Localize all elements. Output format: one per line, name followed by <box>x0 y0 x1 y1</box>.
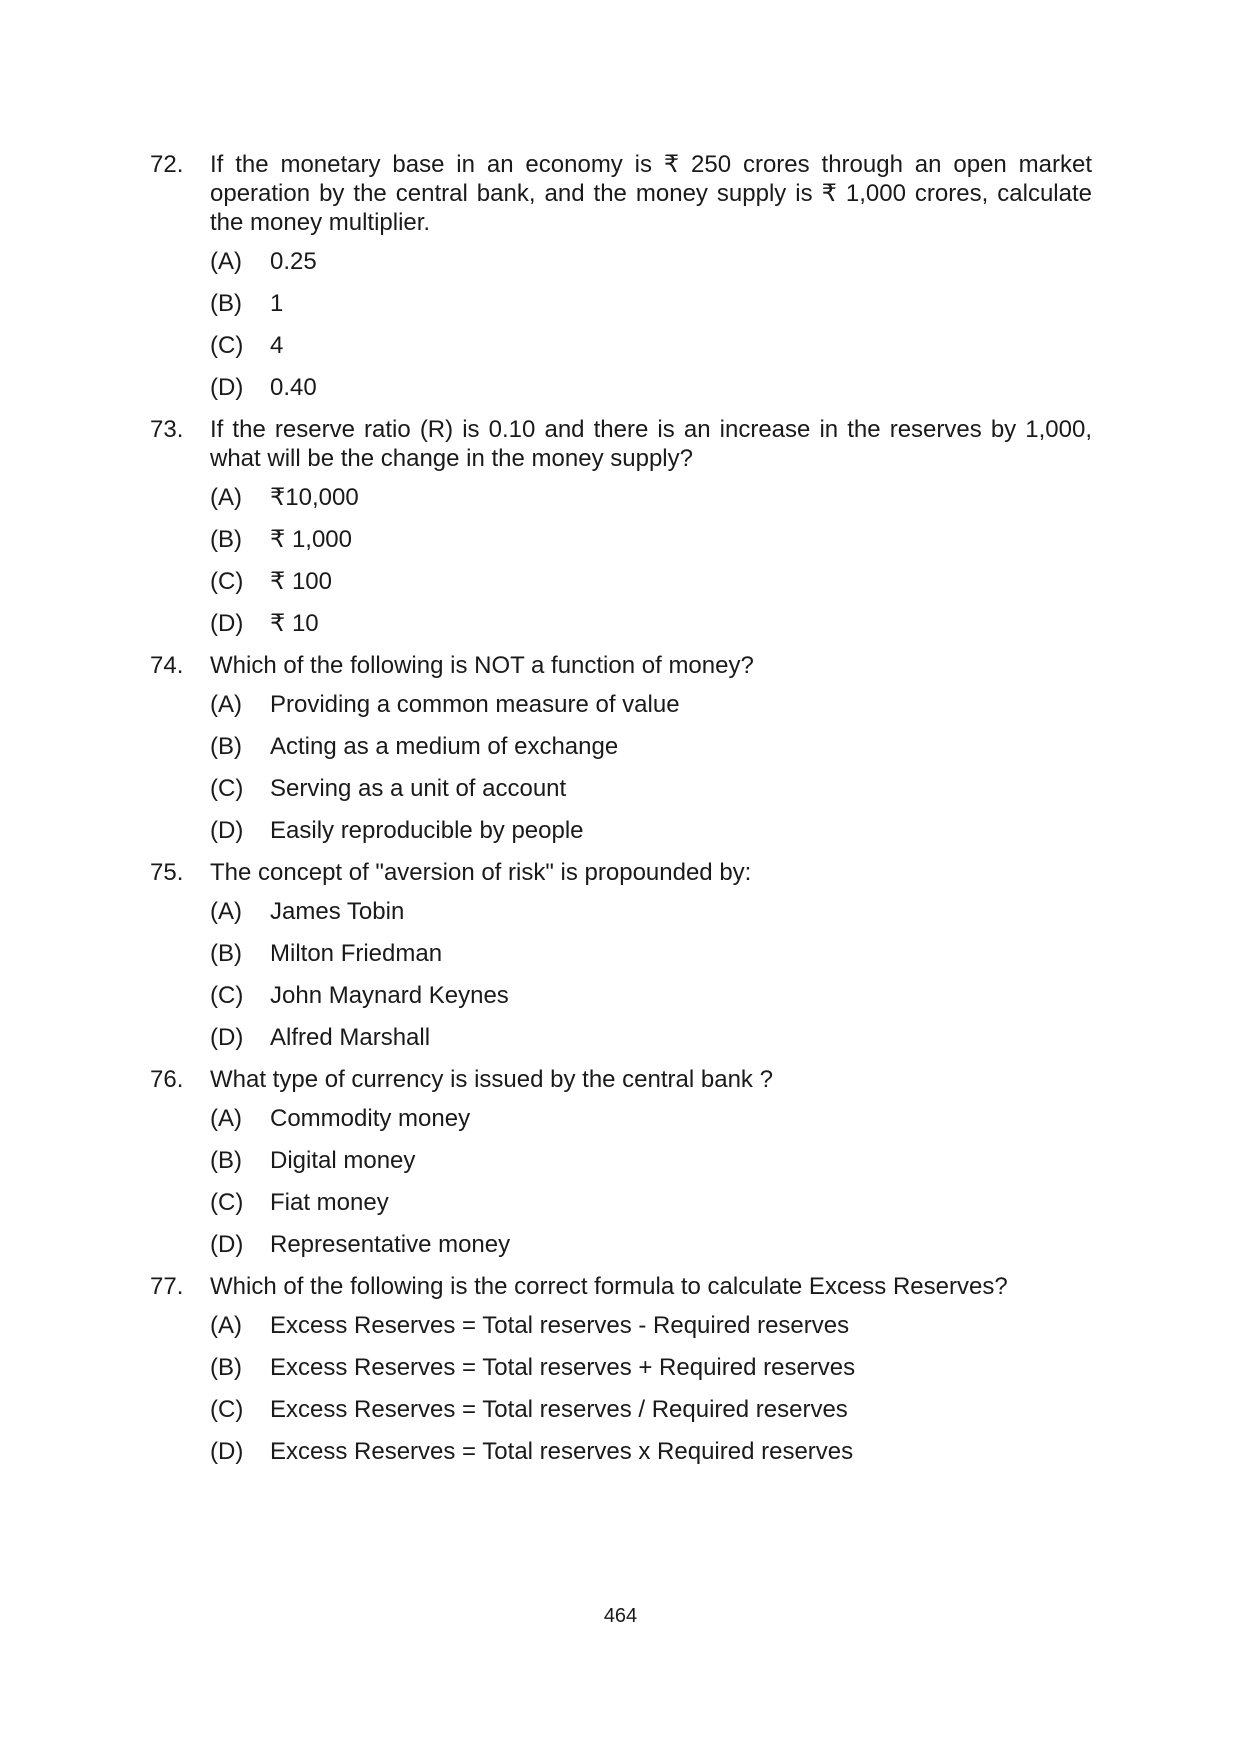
option-a <box>210 1311 1092 1340</box>
option-label: (D) <box>210 610 244 637</box>
option-a <box>210 247 1092 276</box>
option-label: (C) <box>210 1396 244 1423</box>
option-a <box>210 897 1092 926</box>
question-number: 77. <box>150 1273 184 1300</box>
option-label: (B) <box>210 733 242 760</box>
option-text: Acting as a medium of exchange <box>270 733 619 760</box>
option-list <box>210 483 1092 638</box>
option-text: ₹10,000 <box>270 484 359 511</box>
option-label: (A) <box>210 1312 242 1339</box>
option-text: Excess Reserves = Total reserves x Required reserves <box>270 1438 854 1465</box>
question-number: 75. <box>150 859 184 886</box>
option-a <box>210 1104 1092 1133</box>
option-label: (C) <box>210 568 244 595</box>
option-text: Representative money <box>270 1231 511 1258</box>
option-text: Serving as a unit of account <box>270 775 567 802</box>
option-text: 0.25 <box>270 248 317 275</box>
option-text: Excess Reserves = Total reserves - Required reserves <box>270 1312 850 1339</box>
option-label: (A) <box>210 248 242 275</box>
option-text: Fiat money <box>270 1189 389 1216</box>
option-c <box>210 567 1092 596</box>
option-text: Alfred Marshall <box>270 1024 431 1051</box>
option-d <box>210 816 1092 845</box>
question-number: 76. <box>150 1066 184 1093</box>
question-72 <box>150 150 1092 402</box>
option-text: 4 <box>270 332 284 359</box>
option-label: (D) <box>210 1231 244 1258</box>
option-b <box>210 939 1092 968</box>
option-a <box>210 483 1092 512</box>
question-77 <box>150 1272 1092 1466</box>
option-text: Easily reproducible by people <box>270 817 584 844</box>
option-c <box>210 331 1092 360</box>
question-text: The concept of "aversion of risk" is propounded by: <box>210 859 752 886</box>
option-text: ₹ 1,000 <box>270 526 352 553</box>
option-c <box>210 981 1092 1010</box>
option-list <box>210 1104 1092 1259</box>
option-label: (B) <box>210 1354 242 1381</box>
option-label: (A) <box>210 1105 242 1132</box>
option-b <box>210 1146 1092 1175</box>
option-text: ₹ 10 <box>270 610 319 637</box>
option-text: James Tobin <box>270 898 405 925</box>
option-list <box>210 247 1092 402</box>
option-text: John Maynard Keynes <box>270 982 509 1009</box>
option-c <box>210 1188 1092 1217</box>
option-label: (C) <box>210 1189 244 1216</box>
question-number: 73. <box>150 416 184 443</box>
option-d <box>210 1437 1092 1466</box>
option-label: (B) <box>210 940 242 967</box>
option-c <box>210 1395 1092 1424</box>
option-label: (B) <box>210 290 242 317</box>
option-label: (A) <box>210 898 242 925</box>
option-label: (A) <box>210 484 242 511</box>
option-label: (C) <box>210 332 244 359</box>
option-c <box>210 774 1092 803</box>
option-text: 0.40 <box>270 374 317 401</box>
question-75 <box>150 858 1092 1052</box>
option-text: ₹ 100 <box>270 568 332 595</box>
option-d <box>210 373 1092 402</box>
option-a <box>210 690 1092 719</box>
option-d <box>210 609 1092 638</box>
option-b <box>210 289 1092 318</box>
option-label: (C) <box>210 982 244 1009</box>
option-text: Excess Reserves = Total reserves + Required reserves <box>270 1354 856 1381</box>
option-label: (B) <box>210 526 242 553</box>
option-label: (D) <box>210 374 244 401</box>
option-label: (D) <box>210 1024 244 1051</box>
option-text: Excess Reserves = Total reserves / Required reserves <box>270 1396 848 1423</box>
option-label: (D) <box>210 1438 244 1465</box>
question-number: 74. <box>150 652 184 679</box>
option-text: Milton Friedman <box>270 940 443 967</box>
question-73 <box>150 415 1092 638</box>
option-b <box>210 732 1092 761</box>
question-74 <box>150 651 1092 845</box>
page-number: 464 <box>603 1605 638 1627</box>
option-b <box>210 525 1092 554</box>
option-d <box>210 1023 1092 1052</box>
option-label: (A) <box>210 691 242 718</box>
question-number: 72. <box>150 151 184 178</box>
option-b <box>210 1353 1092 1382</box>
option-list <box>210 1311 1092 1466</box>
question-list <box>150 150 1092 1479</box>
option-text: 1 <box>270 290 284 317</box>
option-text: Providing a common measure of value <box>270 691 680 718</box>
option-list <box>210 690 1092 845</box>
option-list <box>210 897 1092 1052</box>
option-label: (C) <box>210 775 244 802</box>
question-text: What type of currency is issued by the central bank ? <box>210 1066 773 1093</box>
option-label: (B) <box>210 1147 242 1174</box>
question-text: Which of the following is NOT a function of money? <box>210 652 754 679</box>
question-text: If the reserve ratio (R) is 0.10 and there is an increase in the reserves by 1,000, what will be the change in the money supply? <box>210 416 1092 472</box>
option-label: (D) <box>210 817 244 844</box>
option-d <box>210 1230 1092 1259</box>
question-76 <box>150 1065 1092 1259</box>
option-text: Digital money <box>270 1147 416 1174</box>
question-text: If the monetary base in an economy is ₹ 250 crores through an open market operation by the central bank, and the money supply is ₹ 1,000 crores, calculate the money multiplier. <box>210 151 1092 236</box>
question-text: Which of the following is the correct formula to calculate Excess Reserves? <box>210 1273 1008 1300</box>
option-text: Commodity money <box>270 1105 471 1132</box>
